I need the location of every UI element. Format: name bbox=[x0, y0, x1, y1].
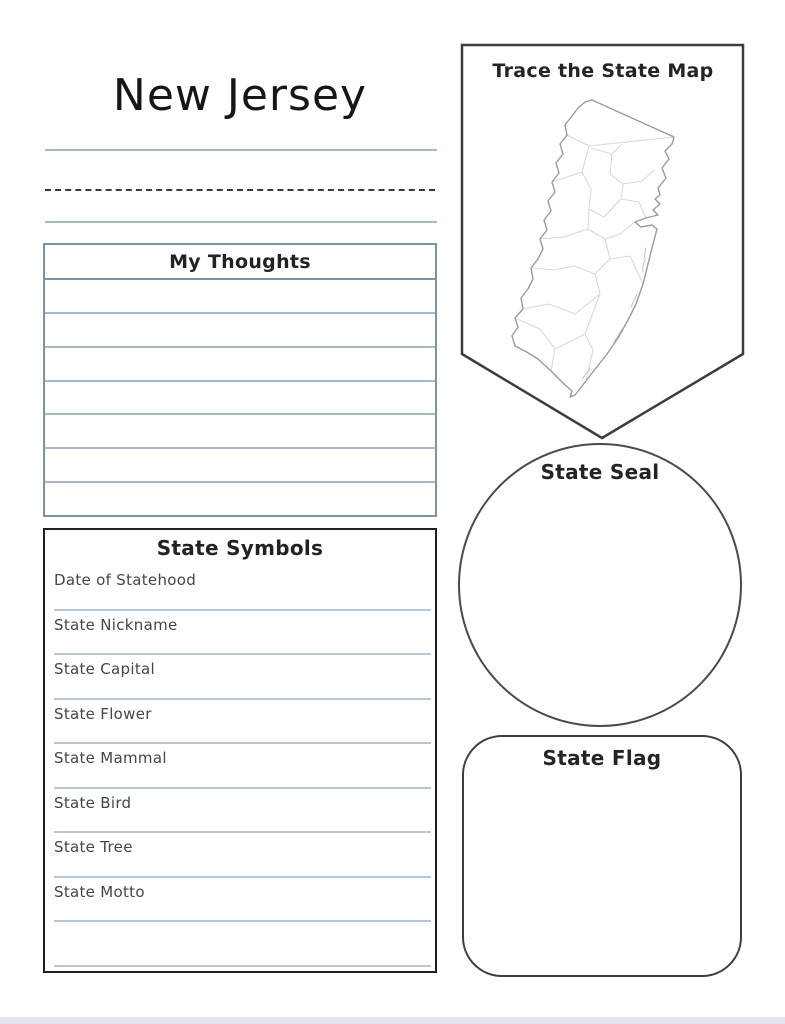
thought-blank-line bbox=[45, 314, 435, 348]
thought-blank-line bbox=[45, 280, 435, 314]
symbol-field-label: Date of Statehood bbox=[54, 571, 197, 589]
thought-blank-line bbox=[45, 415, 435, 449]
symbol-field-row bbox=[45, 655, 435, 700]
trace-map-pennant bbox=[460, 43, 745, 441]
symbol-field-label: State Flower bbox=[54, 704, 152, 723]
state-flag-box bbox=[462, 735, 742, 977]
symbol-field-label: State Tree bbox=[54, 838, 133, 856]
state-flag-title: State Flag bbox=[542, 746, 662, 770]
symbol-field-row bbox=[45, 744, 435, 789]
symbol-field-label: State Mammal bbox=[54, 749, 167, 767]
symbol-field-row bbox=[45, 700, 435, 745]
page-edge-bar bbox=[0, 1017, 785, 1024]
page-title: New Jersey bbox=[112, 70, 368, 121]
pennant-outline bbox=[462, 45, 743, 438]
symbol-field-label: State Motto bbox=[54, 882, 145, 901]
state-seal-circle bbox=[458, 443, 742, 727]
symbol-answer-line bbox=[54, 965, 431, 967]
handwriting-line-top bbox=[45, 149, 437, 151]
trace-map-title: Trace the State Map bbox=[492, 60, 714, 82]
symbol-field-label: State Capital bbox=[54, 660, 155, 678]
handwriting-line-dashed bbox=[45, 189, 435, 191]
thought-blank-line bbox=[45, 449, 435, 483]
state-symbols-box bbox=[43, 528, 437, 973]
thought-blank-line bbox=[45, 483, 435, 515]
symbol-field-row bbox=[45, 878, 435, 923]
handwriting-line-bottom bbox=[45, 221, 437, 223]
state-symbols-title: State Symbols bbox=[156, 536, 324, 560]
my-thoughts-box bbox=[43, 243, 437, 517]
symbol-field-label: State Bird bbox=[54, 793, 132, 812]
symbol-extra-blank-row bbox=[45, 922, 435, 967]
symbol-field-row bbox=[45, 833, 435, 878]
symbol-field-label: State Nickname bbox=[54, 615, 178, 634]
my-thoughts-title: My Thoughts bbox=[45, 245, 435, 280]
state-seal-title: State Seal bbox=[540, 460, 660, 484]
symbol-field-row bbox=[45, 789, 435, 834]
thought-blank-line bbox=[45, 348, 435, 382]
symbol-field-row bbox=[45, 566, 435, 611]
symbol-field-row bbox=[45, 611, 435, 656]
thought-blank-line bbox=[45, 382, 435, 416]
